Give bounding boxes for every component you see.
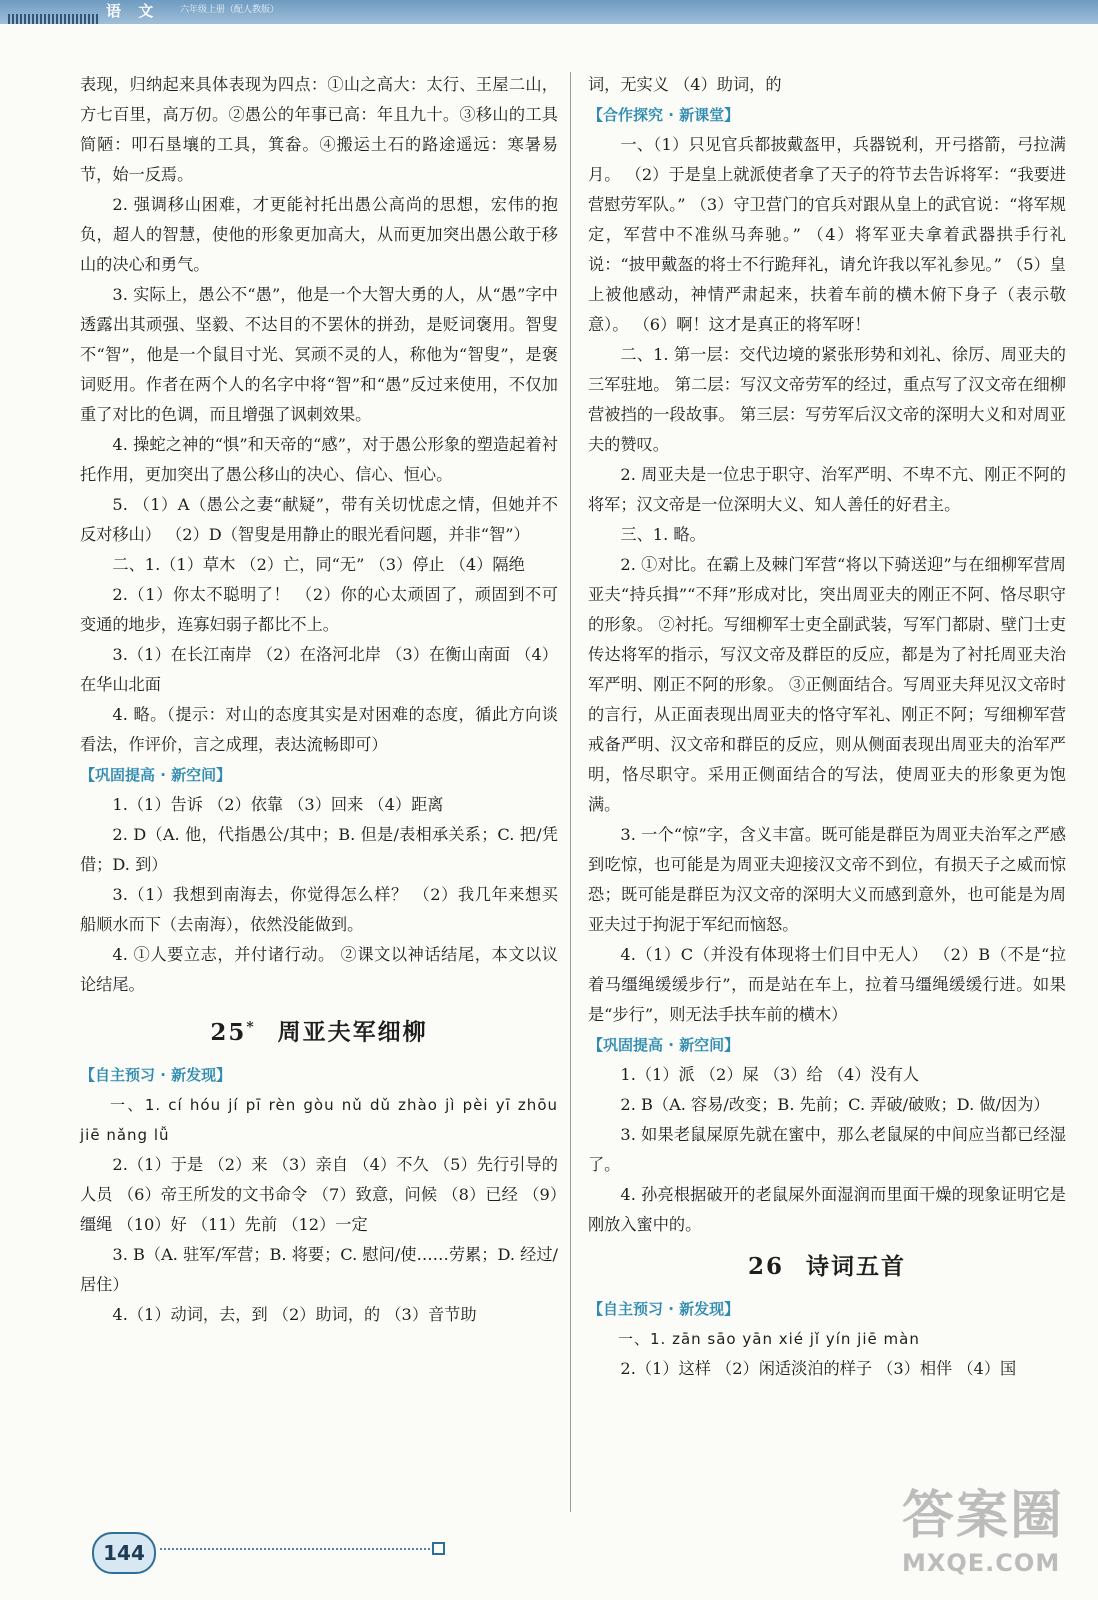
lesson-heading — [588, 1240, 1066, 1294]
answer-paragraph: 4. 孙亮根据破开的老鼠屎外面湿润而里面干燥的现象证明它是刚放入蜜中的。 — [588, 1185, 1066, 1234]
answer-paragraph: 2.（1）这样 （2）闲适淡泊的样子 （3）相伴 （4）国 — [620, 1359, 1017, 1378]
lesson-title: 诗词五首 — [806, 1253, 906, 1280]
header-bar — [0, 0, 1098, 24]
left-column — [80, 70, 558, 1330]
footer-square-icon — [432, 1542, 445, 1555]
answer-paragraph: 3. 实际上，愚公不“愚”，他是一个大智大勇的人，从“愚”字中透露出其顽强、坚毅、不达目的不罢休的拼劲，是贬词褒用。智叟不“智”，他是一个鼠目寸光、冥顽不灵的人，称他为“智叟”，是褒词贬用。作者在两个人的名字中将“智”和“愚”反过来使用，不仅加重了对比的色调，而且增强了讽刺效果。 — [80, 285, 558, 424]
footer-dotted-line — [160, 1548, 430, 1550]
answer-paragraph: 二、1. 第一层：交代边境的紧张形势和刘礼、徐厉、周亚夫的三军驻地。 第二层：写汉文帝劳军的经过，重点写了汉文帝在细柳营被挡的一段故事。 第三层：写劳军后汉文帝的深明大义和对周亚夫的赞叹。 — [588, 345, 1066, 454]
answer-paragraph: 3.（1）我想到南海去，你觉得怎么样？ （2）我几年来想买船顺水而下（去南海），依然没能做到。 — [80, 885, 558, 934]
answer-paragraph: 3. B（A. 驻军/军营；B. 将要；C. 慰问/使……劳累；D. 经过/居住） — [80, 1244, 558, 1294]
watermark-logo: 答案圈 — [902, 1486, 1065, 1546]
watermark — [902, 1484, 1072, 1592]
answer-paragraph: 5. （1）A（愚公之妻“献疑”，带有关切忧虑之情，但她并不反对移山） （2）D（智叟是用静止的眼光看问题，并非“智”） — [80, 495, 558, 544]
answer-paragraph: 2. ①对比。在霸上及棘门军营“将以下骑送迎”与在细柳军营周亚夫“持兵揖”“不拜”形成对比，突出周亚夫的刚正不阿、恪尽职守的形象。 ②衬托。写细柳军士吏全副武装，写军门都尉、壁门士吏传达将军的指示，写汉文帝及群臣的反应，都是为了衬托周亚夫治军严明、刚正不阿的形象。 ③正侧面结合。写周亚夫拜见汉文帝时的言行，从正面表现出周亚夫的恪守军礼、刚正不阿；写细柳军营戒备严明、汉文帝和群臣的反应，则从侧面表现出周亚夫的治军严明，恪尽职守。采用正侧面结合的写法，使周亚夫的形象更为饱满。 — [588, 555, 1066, 814]
answer-paragraph: 4.（1）动词，去，到 （2）助词，的 （3）音节助 — [112, 1304, 477, 1324]
answer-paragraph: 3.（1）在长江南岸 （2）在洛河北岸 （3）在衡山南面 （4）在华山北面 — [80, 645, 558, 694]
answer-paragraph: 1.（1）派 （2）屎 （3）给 （4）没有人 — [620, 1065, 920, 1084]
header-stripes — [8, 14, 100, 24]
answer-paragraph: 4.（1）C（并没有体现将士们目中无人） （2）B（不是“拉着马缰绳缓缓步行”，而是站在车上，拉着马缰绳缓缓行进。如果是“步行”，则无法手扶车前的横木） — [588, 945, 1066, 1024]
section-heading: 【巩固提高 · 新空间】 — [588, 1036, 740, 1054]
page-number: 144 — [92, 1532, 156, 1574]
answer-paragraph: 4. ①人要立志，并付诸行动。 ②课文以神话结尾，本文以议论结尾。 — [80, 945, 558, 994]
lesson-number: 25* — [210, 1018, 256, 1046]
lesson-heading — [80, 1000, 558, 1060]
section-heading: 【自主预习 · 新发现】 — [588, 1300, 740, 1318]
answer-paragraph: 三、1. 略。 — [620, 525, 706, 544]
section-heading: 【巩固提高 · 新空间】 — [80, 766, 232, 784]
answer-paragraph: 2. 周亚夫是一位忠于职守、治军严明、不卑不亢、刚正不阿的将军；汉文帝是一位深明大义、知人善任的好君主。 — [588, 465, 1066, 514]
column-divider — [570, 72, 571, 1512]
answer-paragraph: 词，无实义 （4）助词，的 — [588, 75, 782, 94]
pinyin-answer: 一、1. cí hóu jí pī rèn gòu nǔ dǔ zhào jì pèi yī zhōu jiē nǎng lǚ — [80, 1095, 558, 1144]
lesson-title: 周亚夫军细柳 — [277, 1018, 428, 1046]
pinyin-answer: 一、1. zān sāo yān xié jǐ yín jiē màn — [618, 1330, 920, 1348]
answer-paragraph: 2. B（A. 容易/改变；B. 先前；C. 弄破/破败；D. 做/因为） — [620, 1095, 1050, 1114]
section-heading: 【自主预习 · 新发现】 — [80, 1065, 232, 1084]
header-subject: 语 文 — [106, 2, 160, 20]
right-column — [588, 70, 1066, 1384]
lesson-number: 26 — [747, 1253, 784, 1280]
answer-paragraph: 4. 操蛇之神的“惧”和天帝的“感”，对于愚公形象的塑造起着衬托作用，更加突出了愚公移山的决心、信心、恒心。 — [80, 435, 558, 484]
answer-paragraph: 2.（1）你太不聪明了！ （2）你的心太顽固了，顽固到不可变通的地步，连寡妇弱子都比不上。 — [80, 585, 558, 634]
answer-paragraph: 1.（1）告诉 （2）依靠 （3）回来 （4）距离 — [112, 795, 444, 814]
answer-paragraph: 2. 强调移山困难，才更能衬托出愚公高尚的思想，宏伟的抱负，超人的智慧，使他的形象更加高大，从而更加突出愚公敢于移山的决心和勇气。 — [80, 195, 558, 274]
answer-paragraph: 二、1.（1）草木 （2）亡，同“无” （3）停止 （4）隔绝 — [112, 555, 525, 574]
answer-paragraph: 2. D（A. 他，代指愚公/其中；B. 但是/表相承关系；C. 把/凭借；D. 到） — [80, 825, 558, 874]
header-grade: 六年级上册（配人教版） — [180, 5, 280, 15]
answer-paragraph: 4. 略。（提示：对山的态度其实是对困难的态度，循此方向谈看法，作评价，言之成理，表达流畅即可） — [80, 705, 558, 754]
answer-paragraph: 2.（1）于是 （2）来 （3）亲自 （4）不久 （5）先行引导的人员 （6）帝王所发的文书命令 （7）致意，问候 （8）已经 （9）缰绳 （10）好 （11）先前 （12）一定 — [80, 1154, 558, 1234]
answer-paragraph: 3. 如果老鼠屎原先就在蜜中，那么老鼠屎的中间应当都已经湿了。 — [588, 1125, 1066, 1174]
answer-paragraph: 一、（1）只见官兵都披戴盔甲，兵器锐利，开弓搭箭，弓拉满月。 （2）于是皇上就派使者拿了天子的符节去告诉将军：“我要进营慰劳军队。” （3）守卫营门的官兵对跟从皇上的武官说：“将军规定，军营中不准纵马奔驰。” （4）将军亚夫拿着武器拱手行礼说：“披甲戴盔的将士不行跪拜礼，请允许我以军礼参见。” （5）皇上被他感动，神情严肃起来，扶着车前的横木俯下身子（表示敬意）。 （6）啊！这才是真正的将军呀！ — [588, 135, 1066, 334]
answer-paragraph: 3. 一个“惊”字，含义丰富。既可能是群臣为周亚夫治军之严感到吃惊，也可能是为周亚夫迎接汉文帝不到位，有损天子之威而惊恐；既可能是群臣为汉文帝的深明大义而感到意外，也可能是为周亚夫过于拘泥于军纪而恼怒。 — [588, 825, 1066, 934]
section-heading: 【合作探究 · 新课堂】 — [588, 106, 740, 124]
watermark-url: MXQE.COM — [902, 1549, 1061, 1577]
answer-paragraph: 表现，归纳起来具体表现为四点：①山之高大：太行、王屋二山，方七百里，高万仞。②愚公的年事已高：年且九十。③移山的工具简陋：叩石垦壤的工具，箕畚。④搬运土石的路途遥远：寒暑易节，始一反焉。 — [80, 75, 558, 184]
